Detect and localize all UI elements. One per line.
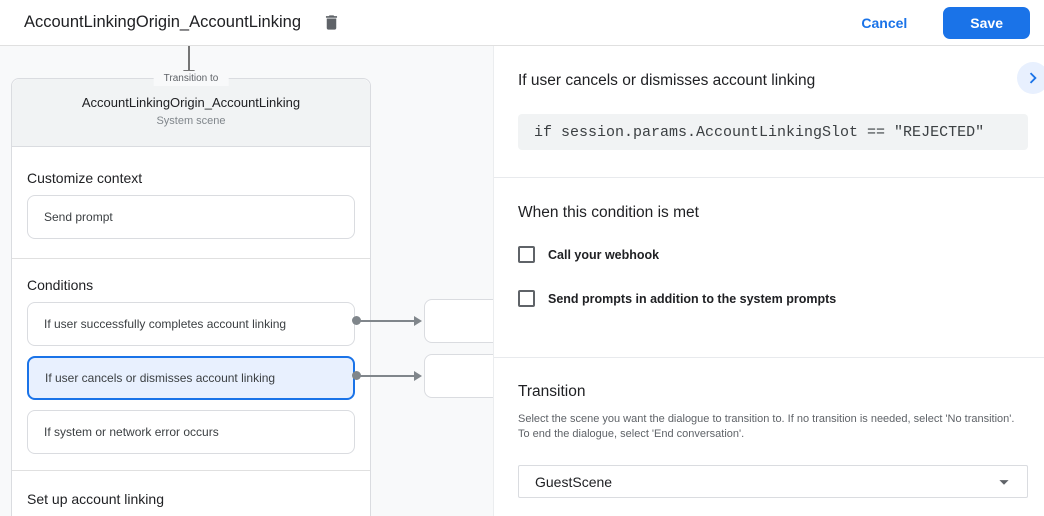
condition-item-cancel[interactable]: If user cancels or dismisses account linking xyxy=(27,356,355,400)
transition-scene-select[interactable] xyxy=(518,465,1028,498)
connector-line xyxy=(357,375,415,377)
top-toolbar xyxy=(0,0,1044,46)
customize-context-section xyxy=(12,147,370,259)
transition-description: Select the scene you want the dialogue to transition to. If no transition is needed, select 'No transition'. To end the dialogue, select 'End conversation'. xyxy=(518,413,1015,440)
when-condition-heading: When this condition is met xyxy=(518,204,699,221)
connector-line xyxy=(357,320,415,322)
transition-target-box[interactable] xyxy=(424,299,493,343)
selected-scene-value: GuestScene xyxy=(535,473,613,490)
scene-subtitle: System scene xyxy=(156,115,226,127)
collapse-panel-button[interactable] xyxy=(1017,62,1044,94)
arrow-drop-down-icon xyxy=(993,471,1015,493)
scene-canvas xyxy=(0,46,493,516)
transition-target-box[interactable] xyxy=(424,354,493,398)
customize-context-label: Customize context xyxy=(27,170,143,186)
condition-detail-panel xyxy=(493,46,1044,516)
page-title: AccountLinkingOrigin_AccountLinking xyxy=(24,13,302,31)
save-button[interactable]: Save xyxy=(943,7,1030,39)
scene-card-header xyxy=(12,79,370,147)
connector-arrowhead-icon xyxy=(414,316,422,326)
condition-item-success[interactable]: If user successfully completes account linking xyxy=(27,302,355,346)
account-linking-section xyxy=(12,471,370,516)
send-prompts-checkbox[interactable] xyxy=(518,290,535,307)
cancel-button[interactable]: Cancel xyxy=(845,7,923,39)
account-linking-label: Set up account linking xyxy=(27,491,164,507)
divider xyxy=(494,357,1044,358)
delete-scene-button[interactable] xyxy=(317,9,345,37)
call-webhook-label: Call your webhook xyxy=(548,247,660,262)
transition-to-label: Transition to xyxy=(154,71,229,86)
connector-arrowhead-icon xyxy=(414,371,422,381)
scene-card xyxy=(11,73,371,516)
send-prompt-item[interactable]: Send prompt xyxy=(27,195,355,239)
conditions-section xyxy=(12,259,370,471)
main-content xyxy=(0,46,1044,516)
transition-heading: Transition xyxy=(518,383,586,400)
condition-item-error[interactable]: If system or network error occurs xyxy=(27,410,355,454)
chevron-right-icon xyxy=(1022,67,1044,89)
condition-detail-title: If user cancels or dismisses account linking xyxy=(518,72,816,89)
call-webhook-checkbox[interactable] xyxy=(518,246,535,263)
conditions-label: Conditions xyxy=(27,277,94,293)
scene-title: AccountLinkingOrigin_AccountLinking xyxy=(81,95,301,110)
send-prompts-row xyxy=(518,290,836,307)
divider xyxy=(494,177,1044,178)
send-prompts-label: Send prompts in addition to the system prompts xyxy=(548,291,837,306)
trash-icon xyxy=(322,13,341,32)
call-webhook-row xyxy=(518,246,659,263)
condition-expression[interactable]: if session.params.AccountLinkingSlot == "REJECTED" xyxy=(518,114,1028,150)
